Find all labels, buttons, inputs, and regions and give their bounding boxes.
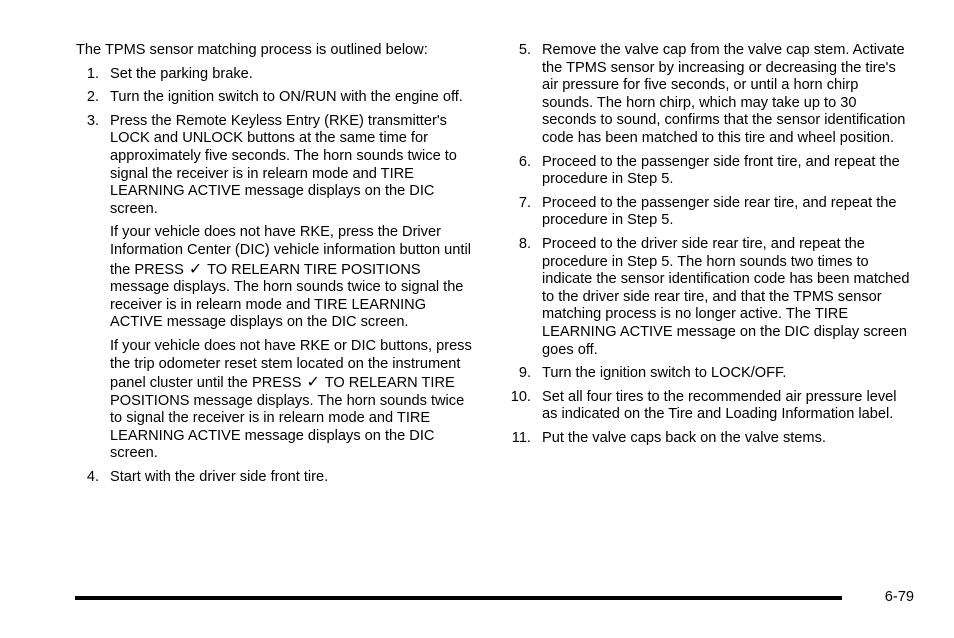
list-item-step-7 — [506, 195, 912, 230]
step-text: Set the parking brake. — [110, 65, 253, 82]
step-number: 5. — [518, 42, 531, 58]
step-text: Start with the driver side front tire. — [110, 469, 329, 486]
step-text: Turn the ignition switch to ON/RUN with the engine off. — [110, 89, 463, 106]
step-number: 3. — [86, 112, 99, 129]
left-column — [76, 42, 476, 493]
step-3-no-dic-paragraph — [110, 338, 476, 463]
footer-rule — [75, 596, 842, 600]
list-item-step-6 — [506, 154, 912, 189]
step-text: Proceed to the passenger side rear tire, and repeat the procedure in Step 5. — [542, 194, 897, 229]
paragraph-text-before-check: If your vehicle does not have RKE or DIC buttons, press the trip odometer reset stem located on the instrument panel cluster until the PRESS — [110, 337, 472, 392]
paragraph-text-after-check: TO RELEARN TIRE POSITIONS message displays. The horn sounds twice to signal the receiver is in relearn mode and TIRE LEARNING ACTIVE message displays on the DIC screen. — [110, 375, 465, 462]
step-number: 1. — [86, 65, 99, 82]
step-number: 10. — [510, 388, 531, 405]
list-item-step-2 — [76, 89, 476, 107]
step-number: 8. — [518, 235, 531, 252]
step-number: 4. — [86, 469, 99, 486]
step-text: Set all four tires to the recommended air pressure level as indicated on the Tire and Loading Information label. — [542, 388, 897, 423]
step-text: Proceed to the driver side rear tire, and repeat the procedure in Step 5. The horn sounds two times to indicate the sensor identification code has been matched to the driver side rear tire, and that the TPMS sensor matching process is no longer active. The TIRE LEARNING ACTIVE message on the DIC display screen goes off. — [542, 235, 910, 358]
step-text: Turn the ignition switch to LOCK/OFF. — [542, 365, 787, 382]
steps-list-right — [506, 42, 912, 447]
list-item-step-5 — [506, 42, 912, 148]
intro-text: The TPMS sensor matching process is outlined below: — [76, 42, 428, 58]
step-number: 11. — [511, 429, 531, 446]
list-item-step-8 — [506, 236, 912, 359]
check-mark-icon: ✓ — [188, 258, 203, 278]
step-text: Proceed to the passenger side front tire, and repeat the procedure in Step 5. — [542, 153, 900, 188]
paragraph-text-before-check: If your vehicle does not have RKE, press the Driver Information Center (DIC) vehicle information button until the PRESS — [110, 224, 471, 278]
step-text: Put the valve caps back on the valve stems. — [542, 429, 826, 446]
right-column — [506, 42, 912, 453]
page-number: 6-79 — [884, 589, 914, 605]
step-number: 2. — [86, 89, 99, 106]
list-item-step-10 — [506, 389, 912, 424]
list-item-step-3 — [76, 113, 476, 463]
step-text: Remove the valve cap from the valve cap stem. Activate the TPMS sensor by increasing or decreasing the tire's air pressure for five seconds, or until a horn chirp sounds. The horn chirp, which may take up to 30 seconds to sound, confirms that the sensor identification code has been matched to this tire and wheel position. — [542, 42, 906, 146]
steps-list-left — [76, 66, 476, 487]
list-item-step-11 — [506, 430, 912, 448]
step-number: 7. — [518, 194, 531, 211]
step-text: Press the Remote Keyless Entry (RKE) transmitter's LOCK and UNLOCK buttons at the same time for approximately five seconds. The horn sounds twice to signal the receiver is in relearn mode and TIRE LEARNING ACTIVE message displays on the DIC screen. — [110, 112, 457, 217]
list-item-step-9 — [506, 365, 912, 383]
paragraph-text-after-check: TO RELEARN TIRE POSITIONS message displays. The horn sounds twice to signal the receiver is in relearn mode and TIRE LEARNING ACTIVE message displays on the DIC screen. — [110, 261, 464, 331]
step-3-no-rke-paragraph — [110, 224, 476, 332]
step-number: 9. — [518, 365, 531, 382]
list-item-step-1 — [76, 66, 476, 84]
check-mark-icon: ✓ — [306, 372, 320, 392]
step-number: 6. — [518, 153, 531, 170]
list-item-step-4 — [76, 469, 476, 487]
